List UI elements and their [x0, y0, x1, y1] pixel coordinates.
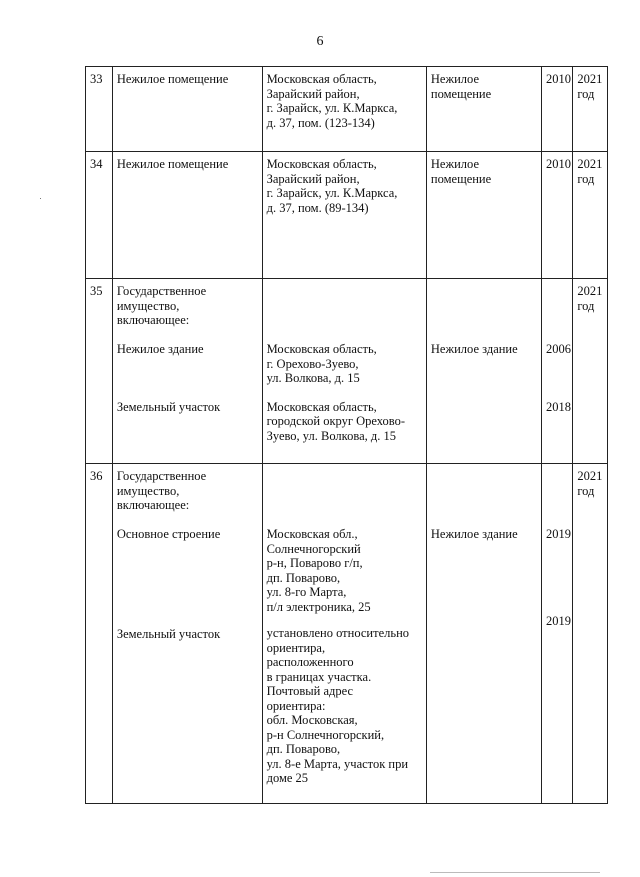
address-line: г. Зарайск, ул. К.Маркса,: [266, 101, 398, 115]
report-year-value: 2021: [577, 284, 603, 298]
address-line: п/л электроника, 25: [266, 599, 371, 614]
type-line: помещение: [430, 171, 492, 186]
address-line: Московская область,: [266, 72, 377, 86]
table-row: [86, 67, 608, 152]
address-line: доме 25: [266, 771, 309, 785]
address-line: ул. Волкова, д. 15: [266, 371, 360, 385]
address-line: дп. Поварово,: [266, 742, 341, 756]
report-year: [573, 67, 608, 152]
type-line: Нежилое: [430, 72, 479, 86]
object-name: Нежилое помещение: [112, 67, 262, 152]
address-line: ул. 8-го Марта,: [266, 585, 347, 599]
page-number: 6: [316, 34, 324, 49]
item-type: Нежилое здание: [430, 342, 518, 356]
report-year-value: 2021: [577, 72, 603, 86]
group-header-line: имущество,: [116, 483, 180, 498]
object-name: [112, 279, 262, 464]
table-row: [86, 464, 608, 804]
report-year: [573, 279, 608, 464]
object-year: 2010: [542, 152, 573, 279]
item-name: Нежилое здание: [116, 341, 204, 356]
address-line: городской округ Орехово-: [266, 414, 406, 428]
address-line: г. Зарайск, ул. К.Маркса,: [266, 186, 398, 200]
address-line: ул. 8-е Марта, участок при: [266, 756, 409, 771]
type-line: Нежилое: [430, 157, 479, 171]
address-line: Солнечногорский: [266, 541, 361, 556]
report-year-value: 2021: [577, 157, 603, 171]
address-line: Зарайский район,: [266, 171, 360, 186]
address-line: Почтовый адрес: [266, 684, 354, 698]
item-year: 2006: [546, 342, 572, 356]
item-year: 2018: [546, 399, 572, 414]
object-type: [426, 152, 541, 279]
group-header-line: Государственное: [116, 469, 207, 483]
report-year-unit: год: [577, 171, 595, 186]
address-line: Московская область,: [266, 157, 377, 171]
table-row: [86, 279, 608, 464]
row-number: 33: [86, 67, 113, 152]
item-name: Земельный участок: [116, 627, 221, 641]
address-line: д. 37, пом. (123-134): [266, 115, 375, 130]
type-line: помещение: [430, 86, 492, 101]
address-line: установлено относительно: [266, 626, 410, 640]
report-year: [573, 152, 608, 279]
report-year-unit: год: [577, 86, 595, 101]
address-line: ориентира:: [266, 698, 326, 713]
property-register-table: [85, 66, 608, 804]
row-number: 36: [86, 464, 113, 804]
group-header-line: имущество,: [116, 298, 180, 313]
address-line: обл. Московская,: [266, 713, 358, 727]
object-address: [262, 152, 426, 279]
address-line: Московская обл.,: [266, 527, 358, 541]
object-year: [542, 464, 573, 804]
item-type: Нежилое здание: [430, 527, 518, 541]
report-year: [573, 464, 608, 804]
address-line: Московская область,: [266, 399, 377, 414]
address-line: дп. Поварово,: [266, 570, 341, 585]
object-type: [426, 279, 541, 464]
object-year: 2010: [542, 67, 573, 152]
report-year-unit: год: [577, 483, 595, 498]
object-address: [262, 464, 426, 804]
object-year: [542, 279, 573, 464]
table-row: [86, 152, 608, 279]
object-address: [262, 279, 426, 464]
address-line: Московская область,: [266, 342, 377, 356]
address-line: Зуево, ул. Волкова, д. 15: [266, 428, 396, 443]
address-line: в границах участка.: [266, 669, 372, 684]
group-header-line: включающее:: [116, 498, 190, 512]
item-year: 2019: [546, 613, 572, 628]
item-name: Основное строение: [116, 526, 221, 541]
address-line: Зарайский район,: [266, 86, 360, 101]
object-type: [426, 67, 541, 152]
item-year: 2019: [546, 527, 572, 541]
address-line: р-н, Поварово г/п,: [266, 556, 363, 570]
address-line: г. Орехово-Зуево,: [266, 356, 359, 371]
object-type: [426, 464, 541, 804]
address-line: расположенного: [266, 655, 354, 669]
group-header-line: Государственное: [116, 284, 207, 298]
object-name: [112, 464, 262, 804]
group-header-line: включающее:: [116, 313, 190, 327]
report-year-unit: год: [577, 298, 595, 313]
object-name: Нежилое помещение: [112, 152, 262, 279]
row-number: 35: [86, 279, 113, 464]
address-line: ориентира,: [266, 640, 326, 655]
address-line: д. 37, пом. (89-134): [266, 200, 369, 215]
item-name: Земельный участок: [116, 400, 221, 414]
object-address: [262, 67, 426, 152]
scan-speck: [40, 198, 41, 199]
row-number: 34: [86, 152, 113, 279]
report-year-value: 2021: [577, 469, 603, 483]
address-line: р-н Солнечногорский,: [266, 727, 385, 742]
scan-edge-line: [430, 872, 600, 873]
